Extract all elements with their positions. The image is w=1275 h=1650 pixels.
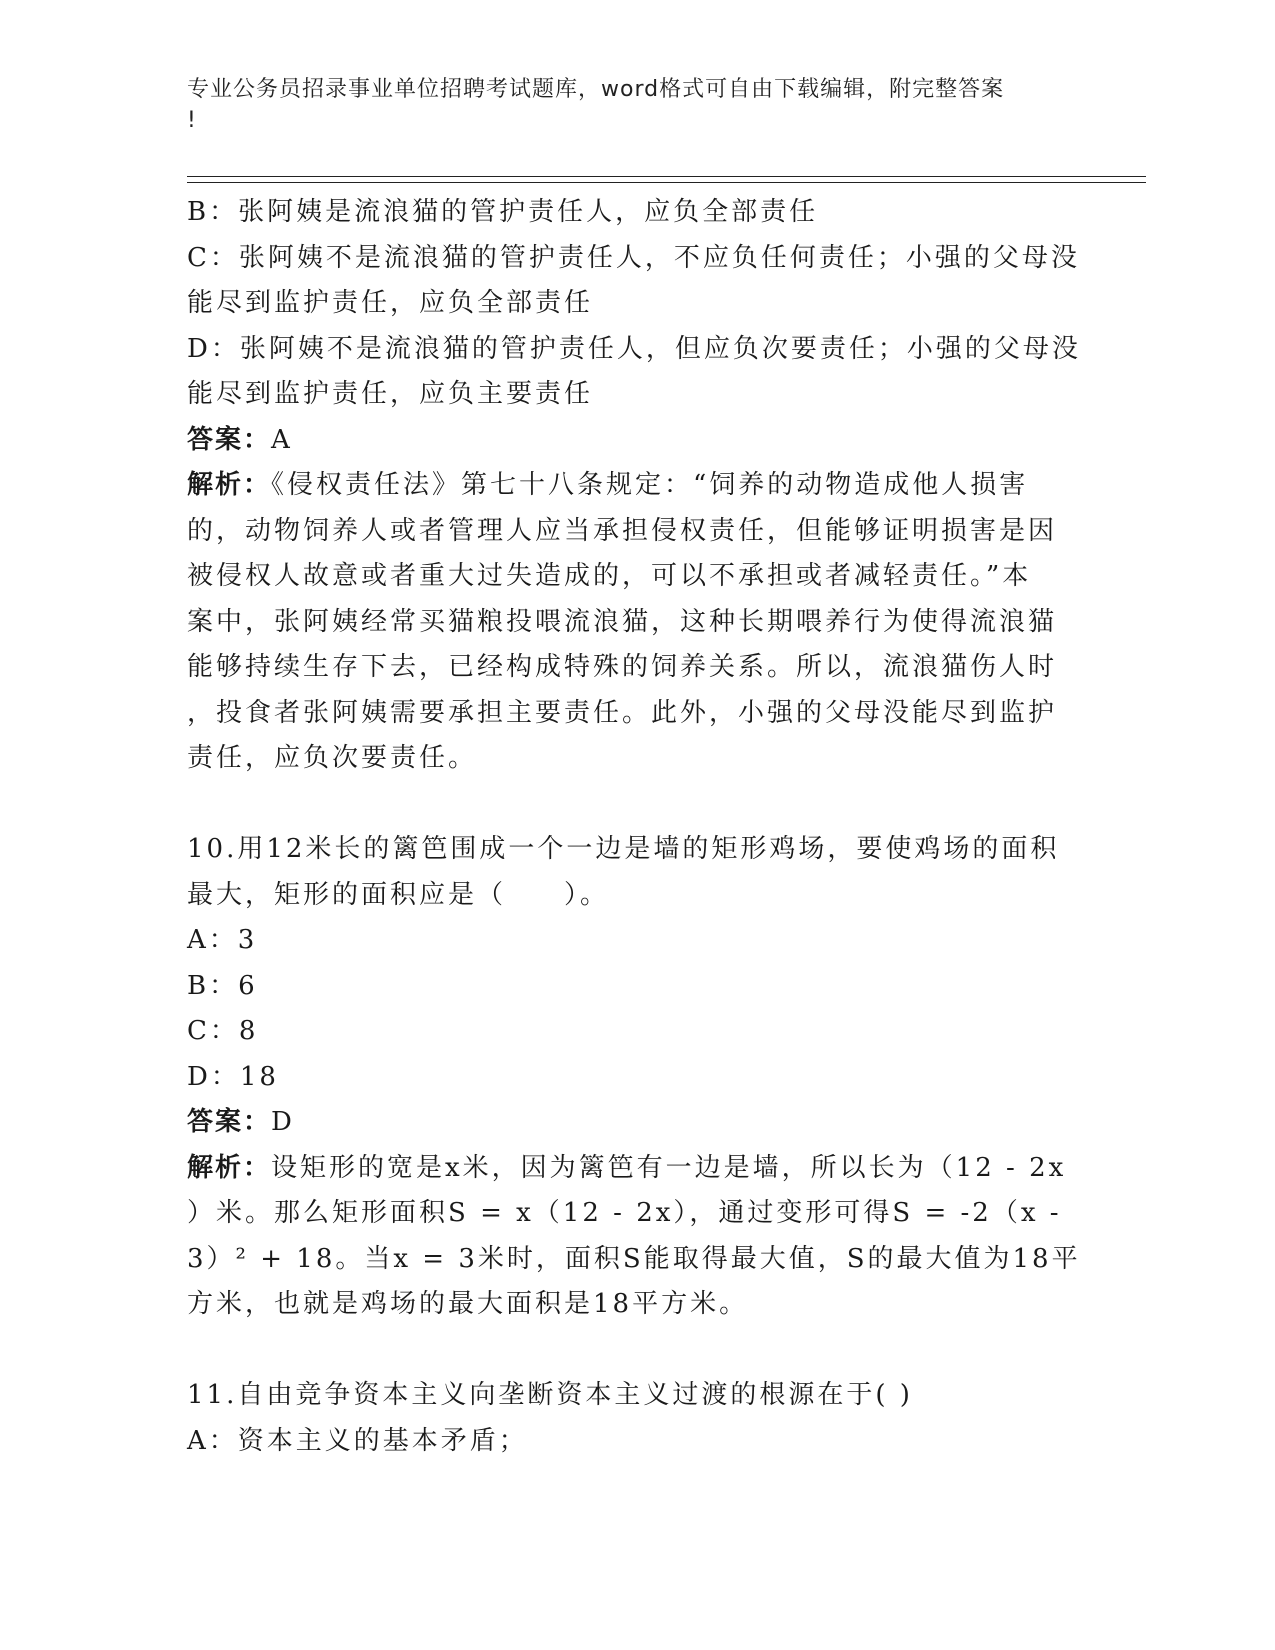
option-c: C：8 [187,1016,259,1046]
header-rule-top [187,176,1146,177]
page-header [187,74,1087,136]
analysis-text: ，投食者张阿姨需要承担主要责任。此外，小强的父母没能尽到监护 [187,697,1058,728]
analysis-text: 3）² + 18。当x = 3米时，面积S能取得最大值，S的最大值为18平 [187,1243,1081,1274]
analysis-text: 案中，张阿姨经常买猫粮投喂流浪猫，这种长期喂养行为使得流浪猫 [187,606,1058,637]
option-a: A：资本主义的基本矛盾； [187,1425,528,1456]
document-body [187,190,1081,1464]
option-b: B：张阿姨是流浪猫的管护责任人，应负全部责任 [187,197,819,227]
option-d-cont: 能尽到监护责任，应负主要责任 [187,379,594,409]
header-line-1: 专业公务员招录事业单位招聘考试题库，word格式可自由下载编辑，附完整答案 [187,77,1005,102]
option-a: A：3 [187,925,258,955]
option-d: D：18 [187,1061,279,1092]
analysis-text: 的，动物饲养人或者管理人应当承担侵权责任，但能够证明损害是因 [187,515,1058,546]
question-text: 10.用12米长的篱笆围成一个一边是墙的矩形鸡场，要使鸡场的面积 [187,834,1060,864]
question-text: 11.自由竞争资本主义向垄断资本主义过渡的根源在于( ) [187,1380,913,1410]
analysis-line [187,1146,1077,1192]
spacer [187,1328,1077,1374]
answer-label: 答案： [187,1107,272,1137]
question-9 [187,190,1081,782]
analysis-text: ）米。那么矩形面积S = x（12 - 2x），通过变形可得S = -2（x - [187,1198,1062,1228]
header-line-2: ! [187,108,197,133]
question-text: 最大，矩形的面积应是（ ）。 [187,879,610,910]
answer-label: 答案： [187,424,272,455]
analysis-text: 设矩形的宽是x米，因为篱笆有一边是墙，所以长为（12 - 2x [271,1152,1067,1183]
analysis-text: 责任，应负次要责任。 [187,743,478,773]
spacer [187,782,1077,828]
option-b: B：6 [187,970,258,1001]
analysis-label: 解析： [187,1152,272,1183]
answer-line [187,1100,1077,1146]
question-11 [187,1373,1077,1464]
analysis-label: 解析： [187,470,272,500]
analysis-line [187,463,1077,509]
header-rule-bottom [187,182,1146,183]
question-10 [187,827,1081,1328]
option-c: C：张阿姨不是流浪猫的管护责任人，不应负任何责任；小强的父母没 [187,242,1080,273]
analysis-text: 方米，也就是鸡场的最大面积是18平方米。 [187,1289,749,1319]
option-c-cont: 能尽到监护责任，应负全部责任 [187,288,594,318]
answer-line [187,418,1077,464]
analysis-text: 《侵权责任法》第七十八条规定：“饲养的动物造成他人损害 [271,470,1029,500]
option-d: D：张阿姨不是流浪猫的管护责任人，但应负次要责任；小强的父母没 [187,333,1081,364]
answer-value: A [271,424,293,455]
analysis-text: 被侵权人故意或者重大过失造成的，可以不承担或者减轻责任。”本 [187,561,1032,591]
answer-value: D [271,1107,295,1137]
analysis-text: 能够持续生存下去，已经构成特殊的饲养关系。所以，流浪猫伤人时 [187,652,1058,682]
